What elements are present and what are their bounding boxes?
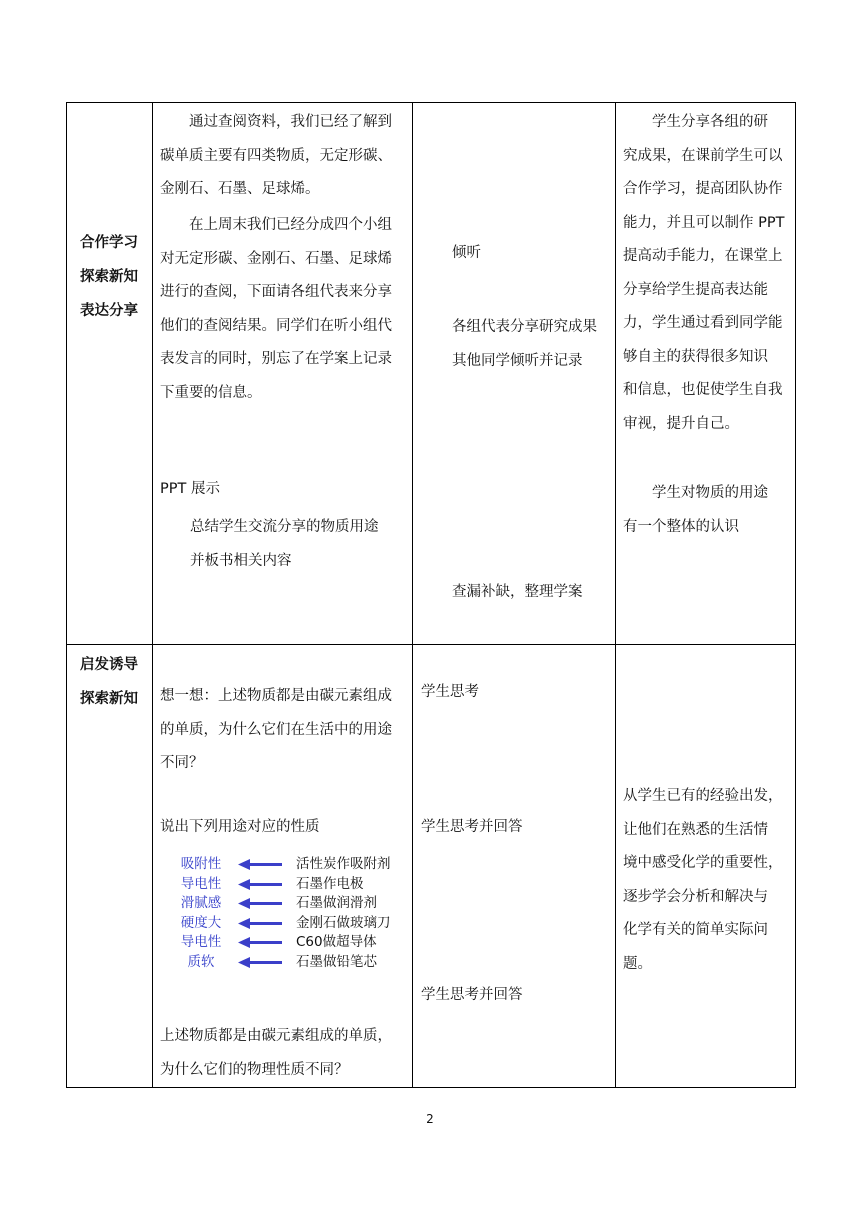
property-row [166,855,406,875]
stage-label-line: 探索新知 [80,269,138,285]
left-arrow-icon [236,953,284,972]
property-use: 石墨做润滑剂 [296,895,377,911]
property-name: 导电性 [180,875,222,892]
student-think-answer: 学生思考并回答 [421,819,523,835]
text-line: 提高动手能力，在课堂上 [623,248,783,264]
text-line: 通过查阅资料，我们已经了解到 [189,114,392,130]
lesson-plan-table [66,102,796,1088]
text-line: 并板书相关内容 [190,552,292,569]
stage-cell [67,103,153,645]
property-name: 导电性 [180,934,222,950]
text-line: 能力，并且可以制作 PPT [623,214,785,231]
left-arrow-icon [236,914,284,933]
property-use: 石墨作电极 [296,875,364,892]
text-line: 学生分享各组的研 [652,114,768,130]
text-line: 学生对物质的用途 [652,485,768,501]
text-line: 合作学习，提高团队协作 [623,181,783,197]
text-line: 总结学生交流分享的物质用途 [190,519,379,535]
text-line: 的单质，为什么它们在生活中的用途 [160,721,392,738]
final-question [160,1020,412,1087]
property-name: 滑腻感 [180,895,222,911]
student-think-answer: 学生思考并回答 [421,987,523,1003]
student-listen: 倾听 [452,245,481,261]
text-line: 想一想：上述物质都是由碳元素组成 [160,688,392,704]
stage-label-line: 合作学习 [80,235,138,251]
property-use-list [166,855,406,972]
intent-paragraph [623,780,795,981]
text-line: 金刚石、石墨、足球烯。 [160,181,320,197]
text-line: 进行的查阅，下面请各组代表来分享 [160,284,392,300]
text-line: 下重要的信息。 [160,384,262,401]
student-group [452,311,597,378]
stage-label-line: 探索新知 [80,691,138,707]
text-line: 他们的查阅结果。同学们在听小组代 [160,317,392,334]
text-line: 境中感受化学的重要性， [623,855,783,871]
intent-paragraph-2 [623,477,793,544]
property-name: 质软 [187,953,215,970]
text-line: 究成果，在课前学生可以 [623,147,783,164]
property-use: 石墨做铅笔芯 [296,953,377,970]
student-activity-cell [413,103,616,645]
stage-label-line: 表达分享 [80,303,138,319]
property-use: 金刚石做玻璃刀 [296,914,391,931]
table-row [67,645,796,1088]
text-line: 有一个整体的认识 [623,518,739,535]
design-intent-cell [616,103,796,645]
say-prompt: 说出下列用途对应的性质 [160,819,320,835]
teacher-activity-cell [153,645,413,1088]
property-row [166,875,406,895]
ppt-label: PPT 展示 [160,481,220,497]
text-line: 从学生已有的经验出发， [623,788,783,804]
think-question [160,680,412,781]
text-line: 题。 [623,955,652,972]
property-use: C60做超导体 [296,934,377,950]
left-arrow-icon [236,933,284,952]
text-line: 化学有关的简单实际问 [623,922,768,938]
design-intent-cell [616,645,796,1088]
stage-cell [67,645,153,1088]
text-line: 够自主的获得很多知识 [623,348,768,365]
text-line: 其他同学倾听并记录 [452,352,583,369]
property-name: 硬度大 [180,914,222,931]
text-line: 逐步学会分析和解决与 [623,888,768,905]
intent-paragraph-1 [623,106,793,441]
text-line: 力，学生通过看到同学能 [623,315,783,331]
text-line: 和信息，也促使学生自我 [623,382,783,398]
text-line: 不同？ [160,755,204,771]
table-row [67,103,796,645]
text-line: 上述物质都是由碳元素组成的单质， [160,1028,392,1044]
left-arrow-icon [236,875,284,894]
text-line: 让他们在熟悉的生活情 [623,821,768,838]
stage-label [67,648,138,716]
text-line: 分享给学生提高表达能 [623,281,768,298]
property-row [166,894,406,914]
text-line: 为什么它们的物理性质不同？ [160,1061,349,1078]
text-line: 各组代表分享研究成果 [452,319,597,335]
stage-label [67,226,138,328]
property-use: 活性炭作吸附剂 [296,856,391,872]
teacher-paragraph-1 [160,106,410,207]
student-activity-cell [413,645,616,1088]
property-row [166,953,406,973]
teacher-summary [190,511,379,578]
student-think: 学生思考 [421,684,479,700]
property-row [166,933,406,953]
property-name: 吸附性 [180,856,222,872]
teacher-paragraph-2 [160,209,410,410]
text-line: 碳单质主要有四类物质，无定形碳、 [160,147,392,164]
stage-label-line: 启发诱导 [80,657,138,673]
left-arrow-icon [236,894,284,913]
text-line: 对无定形碳、金刚石、石墨、足球烯 [160,250,392,267]
property-row [166,914,406,934]
student-check: 查漏补缺，整理学案 [452,584,583,600]
text-line: 表发言的同时，别忘了在学案上记录 [160,351,392,367]
left-arrow-icon [236,855,284,874]
page-number: 2 [426,1112,434,1126]
text-line: 审视，提升自己。 [623,415,739,432]
teacher-activity-cell [153,103,413,645]
text-line: 在上周末我们已经分成四个小组 [189,217,392,233]
